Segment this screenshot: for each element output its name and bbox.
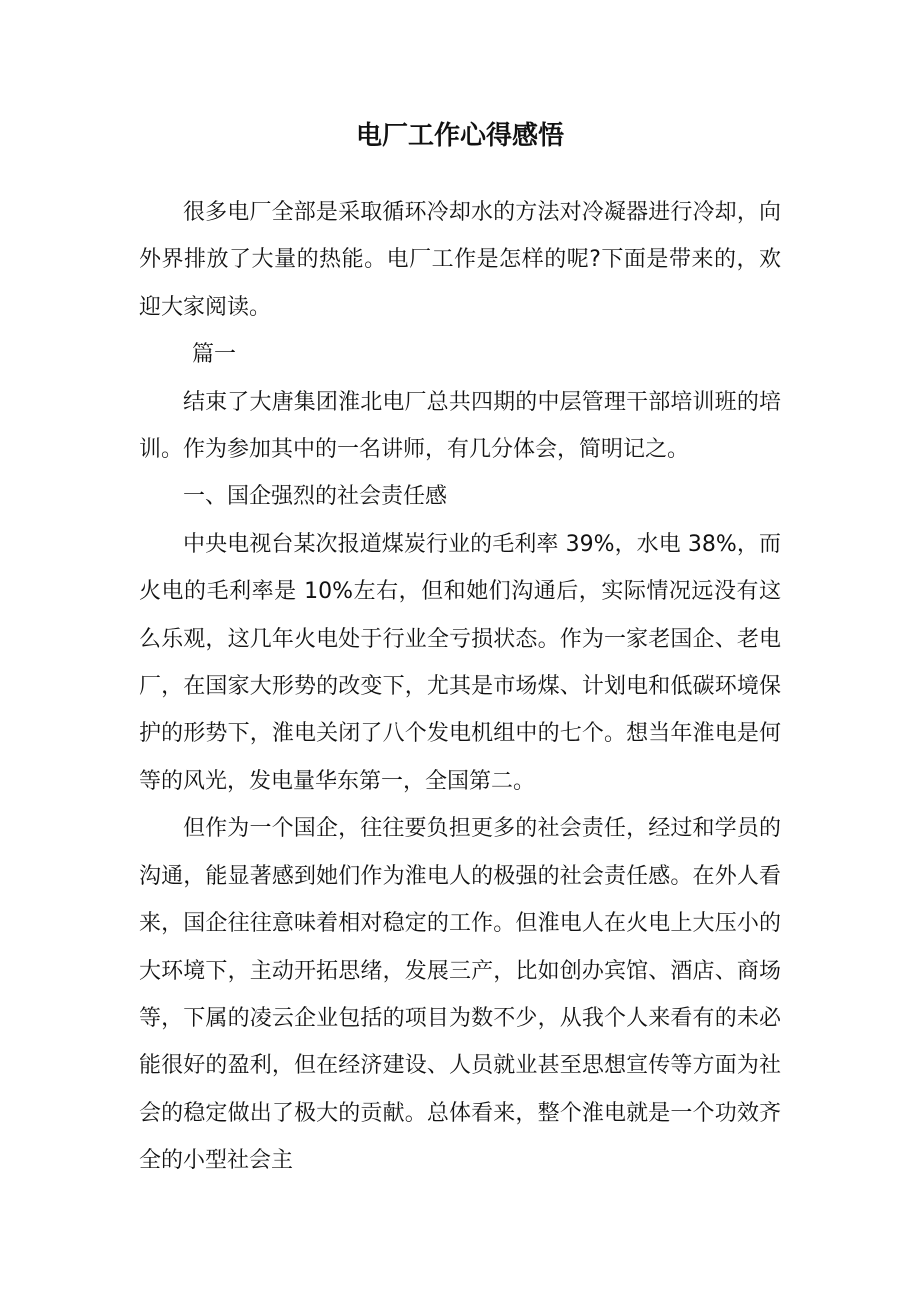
document-title: 电厂工作心得感悟 [355, 121, 564, 151]
body-paragraph: 结束了大唐集团淮北电厂总共四期的中层管理干部培训班的培训。作为参加其中的一名讲师，有几分体会，简明记之。 [139, 389, 781, 463]
section-heading-part-one: 篇一 [192, 342, 237, 368]
body-paragraph: 中央电视台某次报道煤炭行业的毛利率 39%，水电 38%，而火电的毛利率是 10%左右，但和她们沟通后，实际情况远没有这么乐观，这几年火电处于行业全亏损状态。作为一家老国企、老电厂，在国家大形势的改变下，尤其是市场煤、计划电和低碳环境保护的形势下，淮电关闭了八个发电机组中的七个。想当年淮电是何等的风光，发电量华东第一，全国第二。 [139, 531, 781, 794]
subheading-social-responsibility: 一、国企强烈的社会责任感 [183, 484, 448, 510]
intro-paragraph: 很多电厂全部是采取循环冷却水的方法对冷凝器进行冷却，向外界排放了大量的热能。电厂工作是怎样的呢?下面是带来的，欢迎大家阅读。 [139, 200, 781, 320]
document-body [139, 189, 781, 1185]
body-paragraph: 但作为一个国企，往往要负担更多的社会责任，经过和学员的沟通，能显著感到她们作为淮电人的极强的社会责任感。在外人看来，国企往往意味着相对稳定的工作。但淮电人在火电上大压小的大环境下，主动开拓思绪，发展三产，比如创办宾馆、酒店、商场等，下属的凌云企业包括的项目为数不少，从我个人来看有的未必能很好的盈利，但在经济建设、人员就业甚至思想宣传等方面为社会的稳定做出了极大的贡献。总体看来，整个淮电就是一个功效齐全的小型社会主 [139, 816, 781, 1174]
